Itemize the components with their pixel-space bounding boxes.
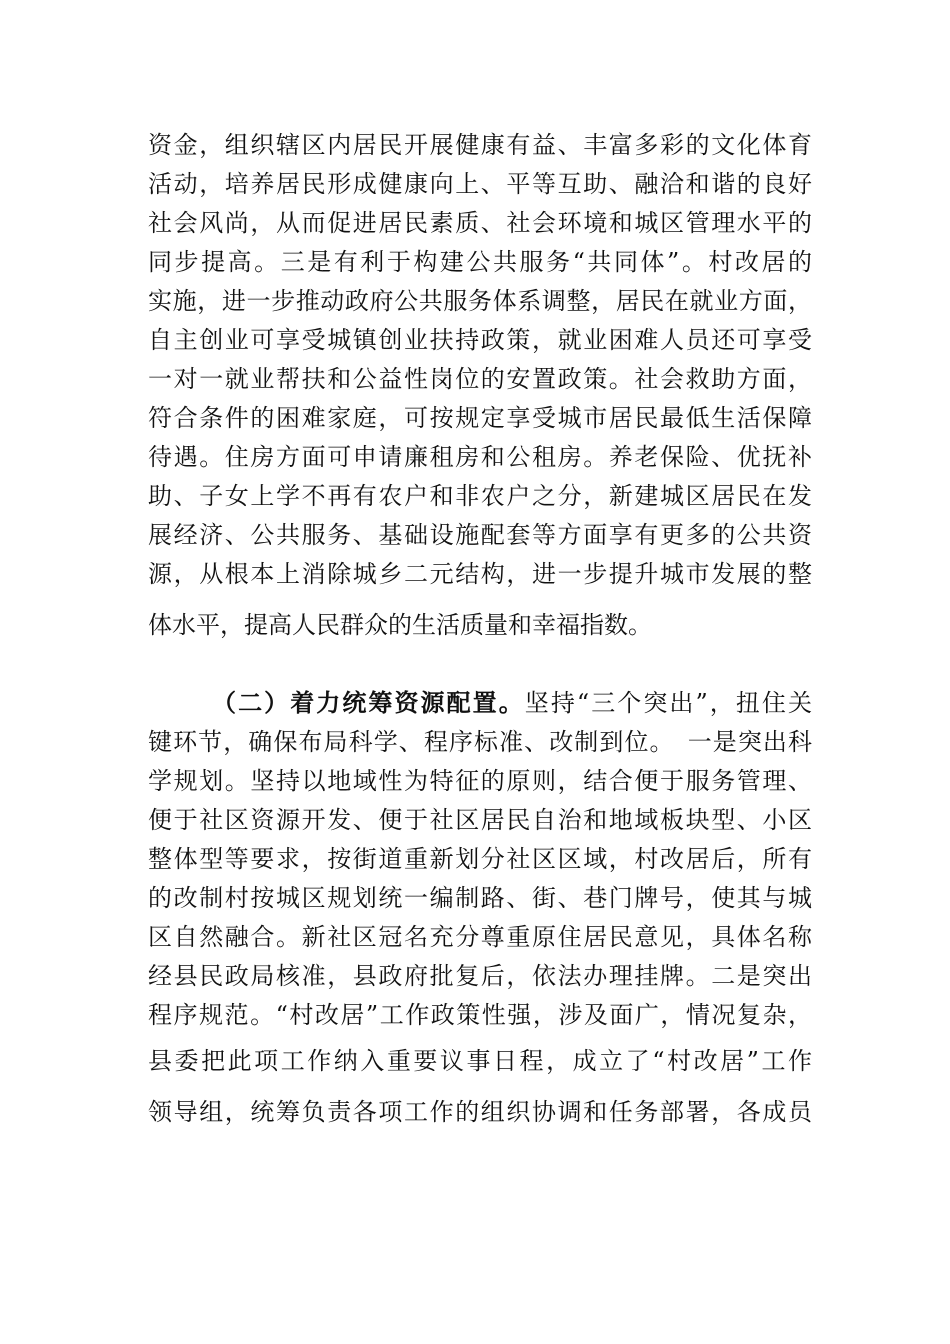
paragraph-2-line: 学规划。坚持以地域性为特征的原则，结合便于服务管理、	[148, 767, 812, 795]
paragraph-1-line: 实施，进一步推动政府公共服务体系调整，居民在就业方面，	[148, 287, 812, 315]
paragraph-1-line: 同步提高。三是有利于构建公共服务“共同体”。村改居的	[148, 248, 812, 276]
paragraph-1-line: 活动，培养居民形成健康向上、平等互助、融洽和谐的良好	[148, 170, 812, 198]
paragraph-2-line: 整体型等要求，按街道重新划分社区区域，村改居后，所有	[148, 845, 812, 873]
paragraph-2-line: 县委把此项工作纳入重要议事日程，成立了“村改居”工作	[148, 1047, 812, 1075]
paragraph-2-line: 领导组，统筹负责各项工作的组织协调和任务部署，各成员	[148, 1098, 812, 1126]
paragraph-2-first-line	[212, 686, 812, 720]
paragraph-1-line: 源，从根本上消除城乡二元结构，进一步提升城市发展的整	[148, 560, 812, 588]
paragraph-1-line: 体水平，提高人民群众的生活质量和幸福指数。	[148, 611, 652, 639]
paragraph-2-line: 区自然融合。新社区冠名充分尊重原住居民意见，具体名称	[148, 923, 812, 951]
paragraph-1-line: 社会风尚，从而促进居民素质、社会环境和城区管理水平的	[148, 209, 812, 237]
paragraph-1-line: 符合条件的困难家庭，可按规定享受城市居民最低生活保障	[148, 404, 812, 432]
paragraph-2-line: 键环节，确保布局科学、程序标准、改制到位。 一是突出科	[148, 728, 812, 756]
paragraph-2-line: 的改制村按城区规划统一编制路、街、巷门牌号，使其与城	[148, 884, 812, 912]
paragraph-1-line: 待遇。住房方面可申请廉租房和公租房。养老保险、优抚补	[148, 443, 812, 471]
paragraph-2-first-line-text: 坚持“三个突出”，扭住关	[524, 689, 812, 717]
paragraph-2-line: 经县民政局核准，县政府批复后，依法办理挂牌。二是突出	[148, 962, 812, 990]
paragraph-1-line: 助、子女上学不再有农户和非农户之分，新建城区居民在发	[148, 482, 812, 510]
paragraph-1-line: 展经济、公共服务、基础设施配套等方面享有更多的公共资	[148, 521, 812, 549]
paragraph-2-line: 程序规范。“村改居”工作政策性强，涉及面广，情况复杂，	[148, 1001, 812, 1029]
section-heading: （二）着力统筹资源配置。	[212, 688, 525, 717]
paragraph-1-line: 自主创业可享受城镇创业扶持政策，就业困难人员还可享受	[148, 326, 812, 354]
paragraph-1-line: 一对一就业帮扶和公益性岗位的安置政策。社会救助方面，	[148, 365, 812, 393]
paragraph-1-line: 资金，组织辖区内居民开展健康有益、丰富多彩的文化体育	[148, 131, 812, 159]
paragraph-2-line: 便于社区资源开发、便于社区居民自治和地域板块型、小区	[148, 806, 812, 834]
